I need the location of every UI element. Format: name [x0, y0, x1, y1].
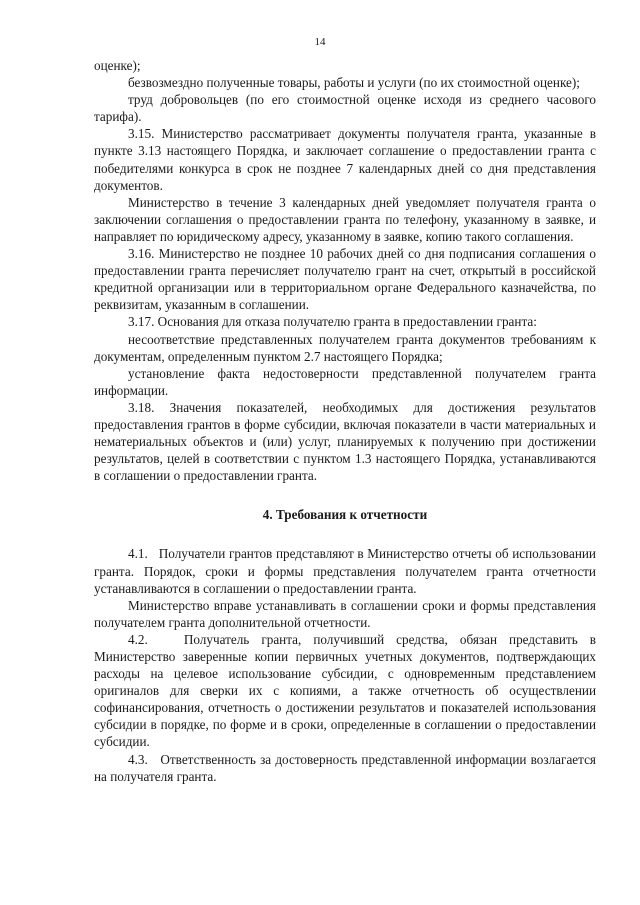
- section-heading: 4. Требования к отчетности: [262, 507, 428, 523]
- paragraph-p-3-17-b: установление факта недостоверности представленной получателем гранта информации.: [94, 365, 596, 398]
- document-body: [94, 57, 596, 785]
- paragraph-p-3-15-notify: Министерство в течение 3 календарных дней уведомляет получателя гранта о заключении соглашения о предоставлении гранта по телефону, указанному в заявке, и направляет по юридическому адресу, указанному в заявке, копию такого соглашения.: [94, 194, 596, 244]
- paragraph-p-4-1-b: Министерство вправе устанавливать в соглашении сроки и формы представления получателем гранта дополнительной отчетности.: [94, 597, 596, 630]
- section-3-continuation: [94, 57, 596, 484]
- paragraph-p-4-3: 4.3. Ответственность за достоверность представленной информации возлагается на получателя гранта.: [94, 751, 596, 784]
- paragraph-p-3-15: 3.15. Министерство рассматривает документы получателя гранта, указанные в пункте 3.13 настоящего Порядка, и заключает соглашение о предоставлении гранта с победителями конкурса в срок не позднее 7 календарных дней со дня представления документов.: [94, 126, 596, 193]
- paragraph-p-4-2: 4.2. Получатель гранта, получивший средства, обязан представить в Министерство заверенные копии первичных учетных документов, подтверждающих расходы на целевое использование субсидии, с одновременным представлением оригиналов для сверки их с копиями, а также отчетность об осуществлении софинансирования, отчетность о достижении результатов и показателей использования субсидии в порядке, по форме и в сроки, определенные в соглашении о предоставлении субсидии.: [94, 631, 596, 750]
- paragraph-p-3-16: 3.16. Министерство не позднее 10 рабочих дней со дня подписания соглашения о предоставлении гранта перечисляет получателю грант на счет, открытый в российской кредитной организации или в территориальном органе Федерального казначейства, по реквизитам, указанным в соглашении.: [94, 246, 596, 313]
- paragraph-p-goods: безвозмездно полученные товары, работы и услуги (по их стоимостной оценке);: [128, 75, 580, 91]
- paragraph-p-3-17: 3.17. Основания для отказа получателю гранта в предоставлении гранта:: [128, 314, 537, 330]
- paragraph-p-3-18: 3.18. Значения показателей, необходимых для достижения результатов предоставления грантов в форме субсидии, включая показатели в части материальных и нематериальных объектов и (или) услуг, планируемых к получению при достижении результатов, целей в соответствии с пунктом 1.3 настоящего Порядка, устанавливаются в соглашении о предоставлении гранта.: [94, 399, 596, 484]
- paragraph-p-volunteers: труд добровольцев (по его стоимостной оценке исходя из среднего часового тарифа).: [94, 92, 596, 125]
- paragraph-p-3-17-a: несоответствие представленных получателем гранта документов требованиям к документам, определенным пунктом 2.7 настоящего Порядка;: [94, 331, 596, 364]
- section-4-body: [94, 545, 596, 784]
- paragraph-p-oценке: оценке);: [94, 58, 141, 73]
- paragraph-p-4-1: 4.1. Получатели грантов представляют в Министерство отчеты об использовании гранта. Порядок, сроки и формы представления получателем гранта отчетности устанавливаются в соглашении о предоставлении гранта.: [94, 546, 596, 596]
- page-number: 14: [314, 36, 326, 48]
